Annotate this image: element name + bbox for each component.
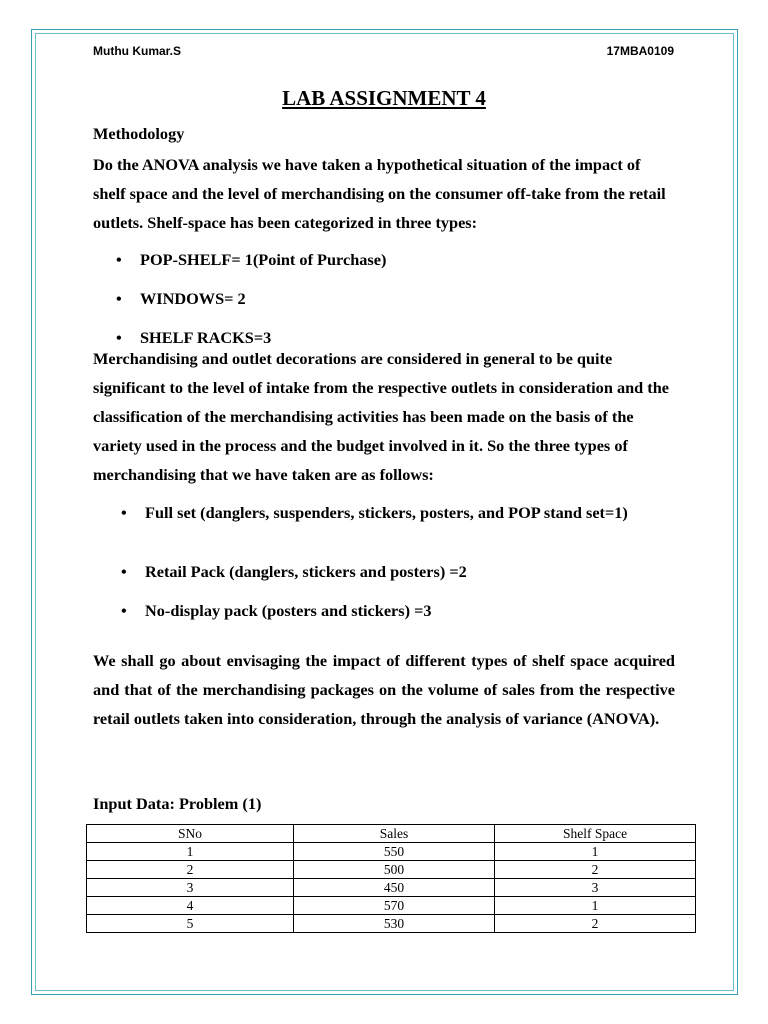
closing-text: We shall go about envisaging the impact of different types of shelf space acquired and that of the merchandising packages on the volume of sales from the respective retail outlets taken into consideration, through the analysis of variance (ANOVA).	[93, 651, 675, 728]
shelf-type-1: POP-SHELF= 1(Point of Purchase)	[140, 250, 387, 269]
table-row	[87, 897, 696, 915]
bullet-icon: •	[121, 601, 127, 620]
merch-type-1: Full set (danglers, suspenders, stickers, posters, and POP stand set=1)	[145, 503, 628, 522]
cell-shelf-space: 2	[495, 861, 696, 879]
bullet-icon: •	[121, 503, 127, 522]
column-header-shelf-space: Shelf Space	[495, 825, 696, 843]
page-title: LAB ASSIGNMENT 4	[282, 86, 486, 110]
table-row	[87, 843, 696, 861]
input-data-table	[86, 824, 696, 933]
column-header-sales: Sales	[294, 825, 495, 843]
bullet-icon: •	[121, 562, 127, 581]
merchandising-paragraph	[93, 344, 675, 489]
cell-sno: 4	[87, 897, 294, 915]
table-row	[87, 861, 696, 879]
header-roll-number: 17MBA0109	[606, 44, 674, 58]
input-data-heading: Input Data: Problem (1)	[93, 794, 262, 813]
closing-paragraph	[93, 646, 675, 733]
cell-sno: 2	[87, 861, 294, 879]
intro-text: Do the ANOVA analysis we have taken a hypothetical situation of the impact of shelf space and the level of merchandising on the consumer off-take from the retail outlets. Shelf-space has been categorized in three types:	[93, 155, 666, 232]
cell-shelf-space: 1	[495, 897, 696, 915]
cell-shelf-space: 2	[495, 915, 696, 933]
shelf-type-3: SHELF RACKS=3	[140, 328, 272, 347]
table-row	[87, 879, 696, 897]
cell-sno: 3	[87, 879, 294, 897]
cell-sales: 550	[294, 843, 495, 861]
bullet-icon: •	[116, 250, 122, 269]
list-item	[116, 250, 676, 270]
cell-sales: 500	[294, 861, 495, 879]
bullet-icon: •	[116, 289, 122, 308]
cell-sales: 450	[294, 879, 495, 897]
cell-sno: 1	[87, 843, 294, 861]
cell-sales: 530	[294, 915, 495, 933]
header-author: Muthu Kumar.S	[93, 44, 182, 58]
shelf-type-2: WINDOWS= 2	[140, 289, 246, 308]
methodology-heading: Methodology	[93, 124, 185, 143]
list-item	[121, 601, 681, 621]
cell-shelf-space: 3	[495, 879, 696, 897]
bullet-icon: •	[116, 328, 122, 347]
column-header-sno: SNo	[87, 825, 294, 843]
table-header-row	[87, 825, 696, 843]
table-row	[87, 915, 696, 933]
list-item	[121, 503, 651, 523]
merch-type-2: Retail Pack (danglers, stickers and posters) =2	[145, 562, 467, 581]
list-item	[116, 289, 676, 309]
cell-sales: 570	[294, 897, 495, 915]
merch-type-3: No-display pack (posters and stickers) =3	[145, 601, 432, 620]
cell-sno: 5	[87, 915, 294, 933]
list-item	[121, 562, 681, 582]
merchandising-text: Merchandising and outlet decorations are considered in general to be quite significant to the level of intake from the respective outlets in consideration and the classification of the merchandising activities has been made on the basis of the variety used in the process and the budget involved in it. So the three types of merchandising that we have taken are as follows:	[93, 349, 669, 484]
intro-paragraph	[93, 150, 675, 237]
cell-shelf-space: 1	[495, 843, 696, 861]
